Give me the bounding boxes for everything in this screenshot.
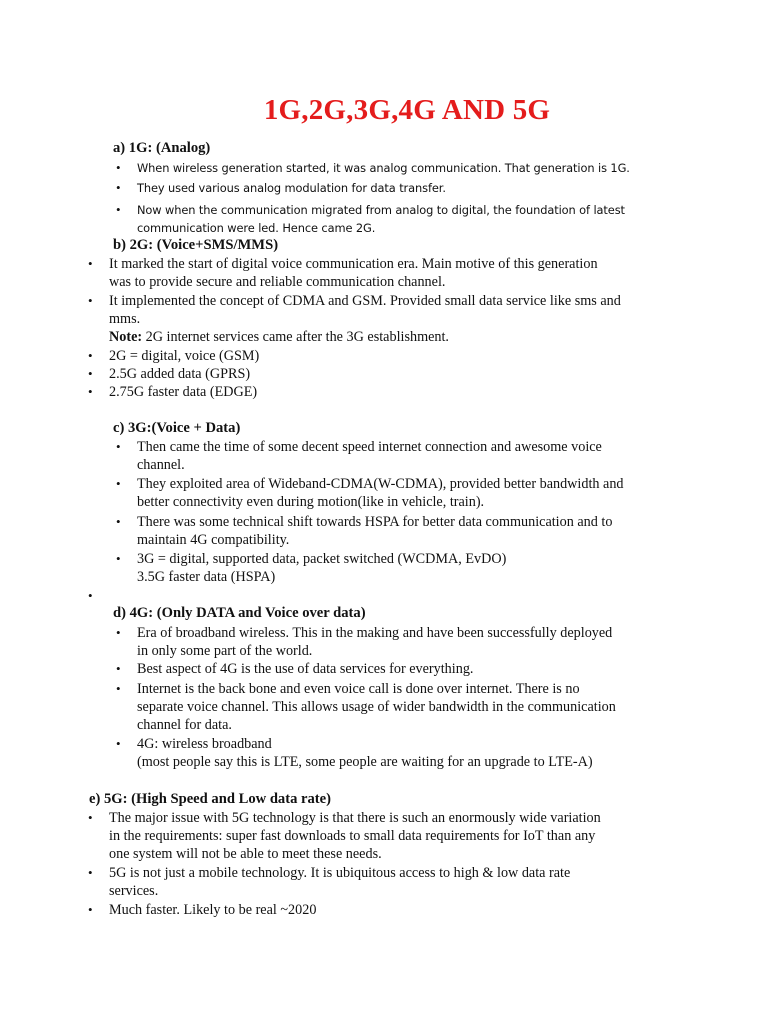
section-d-line-8: (most people say this is LTE, some people are waiting for an upgrade to LTE-A)	[137, 754, 593, 770]
section-c-line-4: better connectivity even during motion(like in vehicle, train).	[137, 494, 485, 510]
bullet-icon: •	[88, 810, 93, 825]
bullet-icon: •	[116, 202, 121, 217]
bullet-icon: •	[116, 736, 121, 751]
section-b-note	[109, 328, 449, 346]
page-title: 1G,2G,3G,4G AND 5G	[263, 94, 551, 126]
section-d-line-1: Era of broadband wireless. This in the making and have been successfully deployed	[137, 625, 613, 641]
section-c-line-7: 3G = digital, supported data, packet switched (WCDMA, EvDO)	[137, 551, 507, 567]
section-c-line-2: channel.	[137, 457, 185, 473]
section-e-line-2: in the requirements: super fast downloads to small data requirements for IoT than any	[109, 828, 596, 844]
section-b-bullet-1: It marked the start of digital voice communication era. Main motive of this generation	[109, 256, 598, 272]
section-d-line-6: channel for data.	[137, 717, 232, 733]
section-a-bullet-3-cont: communication were led. Hence came 2G.	[137, 221, 376, 235]
section-a-bullet-1: When wireless generation started, it was analog communication. That generation is 1G.	[137, 161, 630, 175]
bullet-icon: •	[88, 865, 93, 880]
note-text: 2G internet services came after the 3G establishment.	[145, 329, 449, 345]
section-d-line-2: in only some part of the world.	[137, 643, 313, 659]
section-d-line-4: Internet is the back bone and even voice call is done over internet. There is no	[137, 681, 580, 697]
bullet-icon: •	[116, 160, 121, 175]
bullet-icon: •	[88, 293, 93, 308]
bullet-icon: •	[116, 439, 121, 454]
bullet-icon: •	[116, 180, 121, 195]
bullet-icon: •	[88, 588, 93, 603]
section-b-list-1: 2G = digital, voice (GSM)	[109, 348, 260, 364]
section-a-heading: a) 1G: (Analog)	[113, 140, 211, 156]
section-c-line-5: There was some technical shift towards HSPA for better data communication and to	[137, 514, 613, 530]
section-b-list-2: 2.5G added data (GPRS)	[109, 366, 251, 382]
bullet-icon: •	[88, 384, 93, 399]
section-c-line-6: maintain 4G compatibility.	[137, 532, 290, 548]
section-e-line-4: 5G is not just a mobile technology. It is ubiquitous access to high & low data rate	[109, 865, 571, 881]
bullet-icon: •	[116, 625, 121, 640]
section-c-line-8: 3.5G faster data (HSPA)	[137, 569, 276, 585]
section-a-bullet-3: Now when the communication migrated from analog to digital, the foundation of latest	[137, 203, 625, 217]
section-c-heading: c) 3G:(Voice + Data)	[113, 420, 241, 436]
bullet-icon: •	[88, 256, 93, 271]
section-b-bullet-2-cont: mms.	[109, 311, 141, 327]
bullet-icon: •	[88, 348, 93, 363]
section-e-heading: e) 5G: (High Speed and Low data rate)	[89, 791, 332, 807]
bullet-icon: •	[116, 551, 121, 566]
section-e-line-1: The major issue with 5G technology is that there is such an enormously wide variation	[109, 810, 601, 826]
section-b-bullet-1-cont: was to provide secure and reliable communication channel.	[109, 274, 446, 290]
section-d-line-7: 4G: wireless broadband	[137, 736, 272, 752]
bullet-icon: •	[116, 476, 121, 491]
section-b-heading: b) 2G: (Voice+SMS/MMS)	[113, 237, 279, 253]
section-e-line-3: one system will not be able to meet these needs.	[109, 846, 382, 862]
section-b-bullet-2: It implemented the concept of CDMA and GSM. Provided small data service like sms and	[109, 293, 621, 309]
section-e-line-6: Much faster. Likely to be real ~2020	[109, 902, 317, 918]
bullet-icon: •	[116, 681, 121, 696]
bullet-icon: •	[116, 514, 121, 529]
section-d-line-5: separate voice channel. This allows usage of wider bandwidth in the communication	[137, 699, 616, 715]
section-c-line-3: They exploited area of Wideband-CDMA(W-CDMA), provided better bandwidth and	[137, 476, 624, 492]
section-c-line-1: Then came the time of some decent speed internet connection and awesome voice	[137, 439, 602, 455]
section-a-bullet-2: They used various analog modulation for data transfer.	[137, 181, 446, 195]
bullet-icon: •	[88, 366, 93, 381]
note-label: Note:	[109, 329, 143, 345]
section-d-heading: d) 4G: (Only DATA and Voice over data)	[113, 605, 366, 621]
bullet-icon: •	[88, 902, 93, 917]
bullet-icon: •	[116, 661, 121, 676]
section-e-line-5: services.	[109, 883, 159, 899]
section-b-list-3: 2.75G faster data (EDGE)	[109, 384, 258, 400]
section-d-line-3: Best aspect of 4G is the use of data services for everything.	[137, 661, 474, 677]
